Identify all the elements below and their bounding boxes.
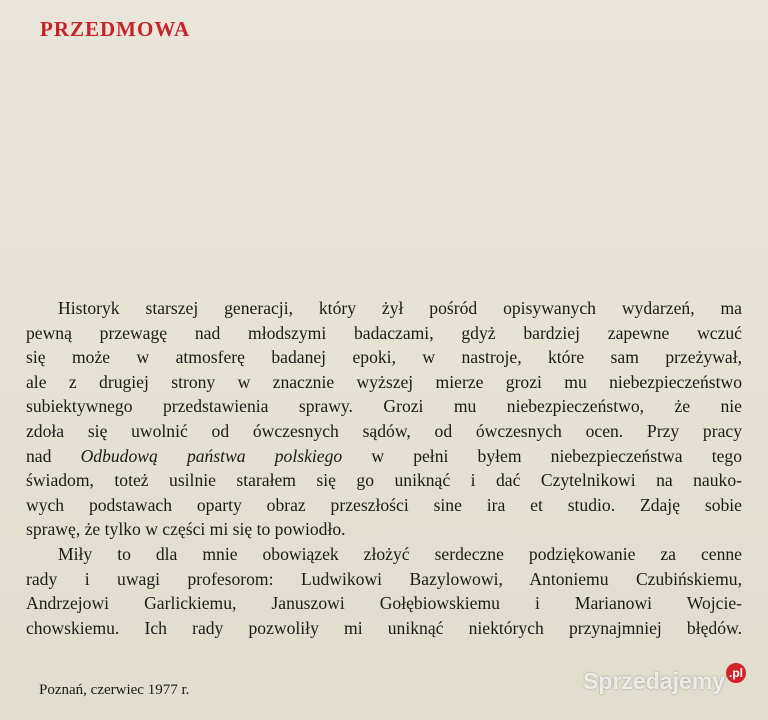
watermark-text: Sprzedajemy (583, 668, 725, 694)
text-line: wych podstawach oparty obraz przeszłości sine ira et studio. Zdaję sobie (26, 494, 742, 515)
text-line: sprawę, że tylko w części mi się to powiodło. (26, 519, 346, 540)
text-line: Miły to dla mnie obowiązek złożyć serdeczne podziękowanie za cenne (58, 543, 742, 564)
text-line: subiektywnego przedstawienia sprawy. Grozi mu niebezpieczeństwo, że nie (26, 396, 742, 417)
watermark-logo (583, 665, 746, 695)
text-line: pewną przewagę nad młodszymi badaczami, gdyż bardziej zapewne wczuć (26, 322, 742, 343)
line-prefix: nad (26, 445, 81, 466)
signature-place-date: Poznań, czerwiec 1977 r. (39, 682, 190, 698)
watermark-badge: .pl (726, 663, 746, 683)
text-line: chowskiemu. Ich rady pozwoliły mi uniknąć niektórych przynajmniej błędów. (26, 617, 742, 638)
text-line: świadom, toteż usilnie starałem się go uniknąć i dać Czytelnikowi na nauko- (26, 470, 742, 491)
text-line-with-book-title (26, 444, 742, 469)
text-line: rady i uwagi profesorom: Ludwikowi Bazylowowi, Antoniemu Czubińskiemu, (26, 568, 742, 589)
preface-body (26, 296, 742, 640)
text-line: się może w atmosferę badanej epoki, w nastroje, które sam przeżywał, (26, 347, 742, 368)
text-line: ale z drugiej strony w znacznie wyższej mierze grozi mu niebezpieczeństwo (26, 371, 742, 392)
book-title: Odbudową państwa polskiego (80, 445, 343, 466)
line-suffix: w pełni byłem niebezpieczeństwa tego (342, 445, 742, 466)
text-line: Historyk starszej generacji, który żył pośród opisywanych wydarzeń, ma (58, 298, 742, 318)
text-line: Andrzejowi Garlickiemu, Januszowi Gołębiowskiemu i Marianowi Wojcie- (26, 593, 742, 614)
page-title: PRZEDMOWA (40, 17, 191, 41)
text-line: zdoła się uwolnić od ówczesnych sądów, od ówczesnych ocen. Przy pracy (26, 420, 742, 441)
